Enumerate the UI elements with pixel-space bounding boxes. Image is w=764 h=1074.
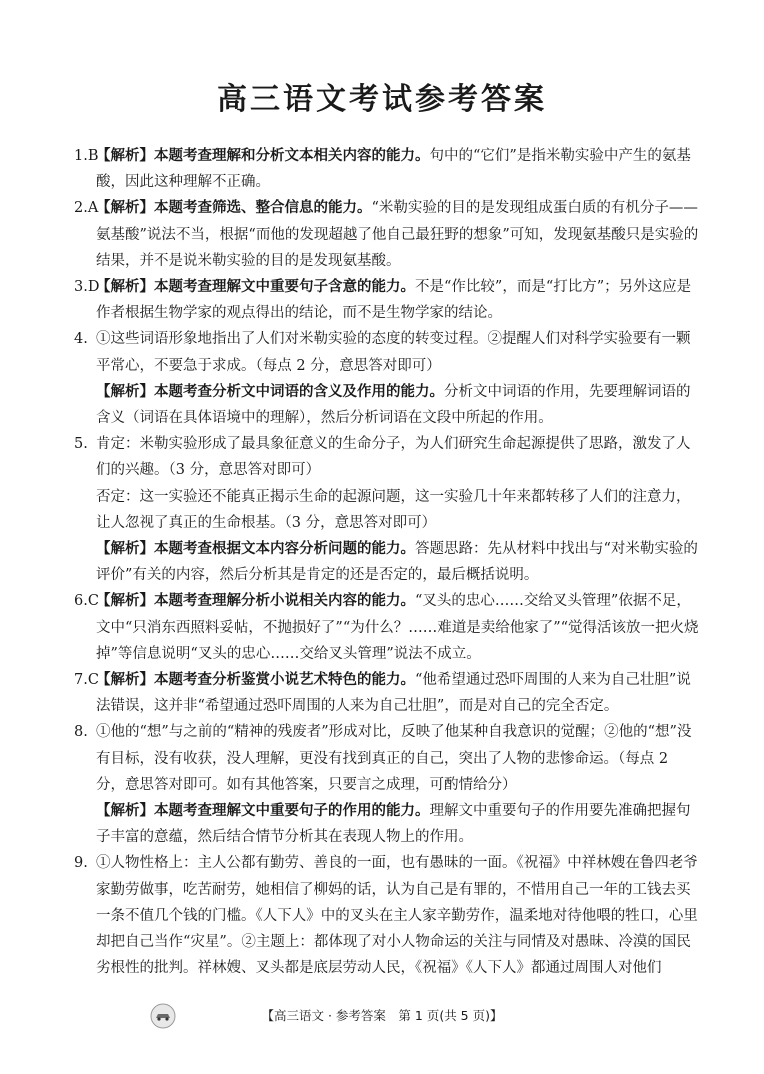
- item-number: 7.C: [74, 672, 99, 689]
- answer-item-3: [74, 274, 700, 326]
- answer-item-6: [74, 588, 700, 667]
- item-number: 2.A: [74, 200, 99, 217]
- item-number: 3.D: [74, 279, 100, 296]
- item-answer: ①人物性格上：主人公都有勤劳、善良的一面，也有愚昧的一面。《祝福》中祥林嫂在鲁四老爷家勤劳做事，吃苦耐劳，她相信了柳妈的话，认为自己是有罪的，不惜用自己一年的工钱去买一条不值几个钱的门槛。《人下人》中的叉头在主人家辛勤劳作，温柔地对待他喂的牲口，心里却把自己当作“灾星”。②主题上：都体现了对小人物命运的关注与同情及对愚昧、冷漠的国民劣根性的批判。祥林嫂、叉头都是底层劳动人民，《祝福》《人下人》都通过周围人对他们: [96, 855, 698, 977]
- item-explanation: 【解析】本题考查理解分析小说相关内容的能力。“叉头的忠心……交给叉头管理”依据不足，文中“只消东西照料妥帖，不抛损好了”“为什么？……难道是卖给他家了”“觉得活该放一把火烧掉”等信息说明“叉头的忠心……交给叉头管理”说法不成立。: [96, 593, 699, 662]
- item-explanation: 【解析】本题考查筛选、整合信息的能力。“米勒实验的目的是发现组成蛋白质的有机分子——氨基酸”说法不当，根据“而他的发现超越了他自己最狂野的想象”可知，发现氨基酸只是实验的结果，并不是说米勒实验的目的是发现氨基酸。: [96, 200, 699, 269]
- item-answer-positive: 肯定：米勒实验形成了最具象征意义的生命分子，为人们研究生命起源提供了思路，激发了人们的兴趣。（3 分，意思答对即可）: [96, 436, 691, 479]
- answer-list: [74, 143, 700, 982]
- answer-item-8: [74, 719, 700, 850]
- answer-item-9: [74, 850, 700, 981]
- item-explanation: 【解析】本题考查分析文中词语的含义及作用的能力。分析文中词语的作用，先要理解词语的含义（词语在具体语境中的理解），然后分析词语在文段中所起的作用。: [96, 383, 691, 427]
- page-title: 高三语文考试参考答案: [217, 82, 547, 117]
- item-answer: ①他的“想”与之前的“精神的残废者”形成对比，反映了他某种自我意识的觉醒；②他的“想”没有目标，没有收获，没人理解，更没有找到真正的自己，突出了人物的悲惨命运。（每点 2 分，意思答对即可。如有其他答案，只要言之成理，可酌情给分）: [96, 724, 692, 793]
- item-number: 8.: [74, 724, 88, 741]
- answer-item-1: [74, 143, 700, 195]
- item-explanation: 【解析】本题考查根据文本内容分析问题的能力。答题思路：先从材料中找出与“对米勒实验的评价”有关的内容，然后分析其是肯定的还是否定的，最后概括说明。: [96, 541, 698, 584]
- item-explanation: 【解析】本题考查分析鉴赏小说艺术特色的能力。“他希望通过恐吓周围的人来为自己壮胆”说法错误，这并非“希望通过恐吓周围的人来为自己壮胆”，而是对自己的完全否定。: [96, 672, 691, 715]
- item-number: 5.: [74, 436, 88, 453]
- item-number: 9.: [74, 855, 88, 872]
- answer-item-4: [74, 326, 700, 431]
- item-explanation: 【解析】本题考查理解文中重要句子的作用的能力。理解文中重要句子的作用要先准确把握句子丰富的意蕴，然后结合情节分析其在表现人物上的作用。: [96, 803, 691, 846]
- item-explanation: 【解析】本题考查理解和分析文本相关内容的能力。句中的“它们”是指米勒实验中产生的氨基酸，因此这种理解不正确。: [96, 148, 691, 191]
- answer-item-7: [74, 667, 700, 719]
- item-explanation: 【解析】本题考查理解文中重要句子含意的能力。不是“作比较”，而是“打比方”；另外这应是作者根据生物学家的观点得出的结论，而不是生物学家的结论。: [96, 279, 692, 322]
- answer-item-5: [74, 431, 700, 588]
- item-answer: ①这些词语形象地指出了人们对米勒实验的态度的转变过程。②提醒人们对科学实验要有一颗平常心，不要急于求成。（每点 2 分，意思答对即可）: [96, 331, 691, 374]
- page-footer: 【高三语文 · 参考答案 第 1 页(共 5 页)】: [261, 1008, 503, 1023]
- item-number: 4.: [74, 331, 88, 348]
- answer-item-2: [74, 195, 700, 274]
- item-answer-negative: 否定：这一实验还不能真正揭示生命的起源问题，这一实验几十年来都转移了人们的注意力，让人忽视了真正的生命根基。（3 分，意思答对即可）: [96, 488, 691, 531]
- item-number: 1.B: [74, 148, 99, 164]
- item-number: 6.C: [74, 593, 99, 610]
